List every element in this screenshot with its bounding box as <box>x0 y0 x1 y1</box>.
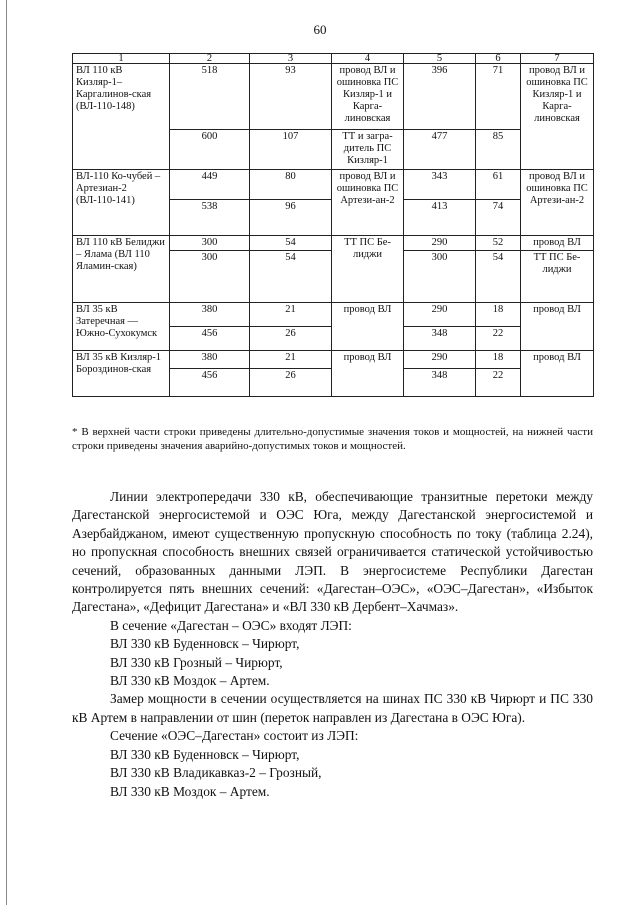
limit-element: провод ВЛ <box>521 303 594 351</box>
header-cell: 1 <box>73 54 170 64</box>
limit-element: провод ВЛ и ошиновка ПС Кизляр-1 и Карга-линовская <box>521 64 594 170</box>
paragraph: Сечение «ОЭС–Дагестан» состоит из ЛЭП: <box>110 728 359 744</box>
value-cell: 96 <box>250 200 332 236</box>
value-cell: 300 <box>404 251 476 303</box>
paragraph: В сечение «Дагестан – ОЭС» входят ЛЭП: <box>110 617 352 633</box>
value-cell: 22 <box>476 369 521 397</box>
value-cell: 21 <box>250 303 332 327</box>
table-row <box>73 351 594 369</box>
value-cell: 456 <box>170 369 250 397</box>
value-cell: 290 <box>404 236 476 251</box>
limit-element: ТТ ПС Бе-лиджи <box>521 251 594 303</box>
header-cell: 4 <box>332 54 404 64</box>
value-cell: 71 <box>476 64 521 130</box>
scan-edge <box>6 0 7 905</box>
table-row <box>73 64 594 130</box>
list-item: ВЛ 330 кВ Буденновск – Чирюрт, <box>110 636 300 652</box>
header-cell: 2 <box>170 54 250 64</box>
value-cell: 477 <box>404 130 476 170</box>
line-name: ВЛ 35 кВ Затеречная — Южно-Сухокумск <box>73 303 170 351</box>
limit-element: ТТ ПС Бе-лиджи <box>332 236 404 303</box>
value-cell: 456 <box>170 327 250 351</box>
value-cell: 61 <box>476 170 521 200</box>
table-row <box>73 236 594 251</box>
value-cell: 380 <box>170 303 250 327</box>
value-cell: 80 <box>250 170 332 200</box>
header-cell: 6 <box>476 54 521 64</box>
value-cell: 52 <box>476 236 521 251</box>
header-cell: 5 <box>404 54 476 64</box>
list-item: ВЛ 330 кВ Моздок – Артем. <box>110 783 270 799</box>
value-cell: 18 <box>476 351 521 369</box>
value-cell: 22 <box>476 327 521 351</box>
value-cell: 396 <box>404 64 476 130</box>
line-name: ВЛ 110 кВ Белиджи – Ялама (ВЛ 110 Яламин-ская) <box>73 236 170 303</box>
limit-element: провод ВЛ и ошиновка ПС Артези-ан-2 <box>521 170 594 236</box>
value-cell: 449 <box>170 170 250 200</box>
limit-element: ТТ и загра-дитель ПС Кизляр-1 <box>332 130 404 170</box>
value-cell: 85 <box>476 130 521 170</box>
value-cell: 290 <box>404 303 476 327</box>
list-item: ВЛ 330 кВ Буденновск – Чирюрт, <box>110 746 300 762</box>
value-cell: 107 <box>250 130 332 170</box>
value-cell: 74 <box>476 200 521 236</box>
line-name: ВЛ-110 Ко-чубей – Артезиан-2 (ВЛ-110-141) <box>73 170 170 236</box>
value-cell: 26 <box>250 327 332 351</box>
body-text <box>72 488 593 801</box>
table-footnote: * В верхней части строки приведены длительно-допустимые значения токов и мощностей, на нижней части строки приведены значения аварийно-допустимых токов и мощностей. <box>72 426 593 452</box>
value-cell: 54 <box>476 251 521 303</box>
paragraph: Замер мощности в сечении осуществляется на шинах ПС 330 кВ Чирюрт и ПС 330 кВ Артем в направлении от шин (переток направлен из Дагестана в ОЭС Юга). <box>72 691 593 725</box>
page-number: 60 <box>313 22 327 37</box>
value-cell: 18 <box>476 303 521 327</box>
limit-element: провод ВЛ <box>521 351 594 397</box>
table-header <box>73 54 594 64</box>
list-item: ВЛ 330 кВ Грозный – Чирюрт, <box>110 654 283 670</box>
value-cell: 54 <box>250 236 332 251</box>
value-cell: 93 <box>250 64 332 130</box>
limit-element: провод ВЛ <box>332 303 404 351</box>
limit-element: провод ВЛ <box>332 351 404 397</box>
value-cell: 600 <box>170 130 250 170</box>
value-cell: 348 <box>404 327 476 351</box>
limit-element: провод ВЛ и ошиновка ПС Кизляр-1 и Карга-линовская <box>332 64 404 130</box>
capacity-table <box>72 53 594 397</box>
value-cell: 343 <box>404 170 476 200</box>
line-name: ВЛ 35 кВ Кизляр-1 Бороздинов-ская <box>73 351 170 397</box>
limit-element: провод ВЛ и ошиновка ПС Артези-ан-2 <box>332 170 404 236</box>
line-name: ВЛ 110 кВ Кизляр-1–Каргалинов-ская (ВЛ-110-148) <box>73 64 170 170</box>
value-cell: 538 <box>170 200 250 236</box>
list-item: ВЛ 330 кВ Владикавказ-2 – Грозный, <box>110 765 322 781</box>
value-cell: 21 <box>250 351 332 369</box>
value-cell: 380 <box>170 351 250 369</box>
header-cell: 3 <box>250 54 332 64</box>
value-cell: 300 <box>170 236 250 251</box>
table-row <box>73 170 594 200</box>
value-cell: 26 <box>250 369 332 397</box>
limit-element: провод ВЛ <box>521 236 594 251</box>
header-cell: 7 <box>521 54 594 64</box>
value-cell: 518 <box>170 64 250 130</box>
value-cell: 54 <box>250 251 332 303</box>
list-item: ВЛ 330 кВ Моздок – Артем. <box>110 673 270 689</box>
table-row <box>73 303 594 327</box>
value-cell: 413 <box>404 200 476 236</box>
value-cell: 300 <box>170 251 250 303</box>
value-cell: 290 <box>404 351 476 369</box>
value-cell: 348 <box>404 369 476 397</box>
paragraph: Линии электропередачи 330 кВ, обеспечивающие транзитные перетоки между Дагестанской энергосистемой и ОЭС Юга, между Дагестанской энергосистемой и Азербайджаном, имеют существенную пропускную способность по току (таблица 2.24), но пропускная способность внешних связей ограничивается статической устойчивостью сечений, образованных данными ЛЭП. В энергосистеме Республики Дагестан контролируется пять внешних сечений: «Дагестан–ОЭС», «ОЭС–Дагестан», «Избыток Дагестана», «Дефицит Дагестана» и «ВЛ 330 кВ Дербент–Хачмаз». <box>72 489 593 615</box>
